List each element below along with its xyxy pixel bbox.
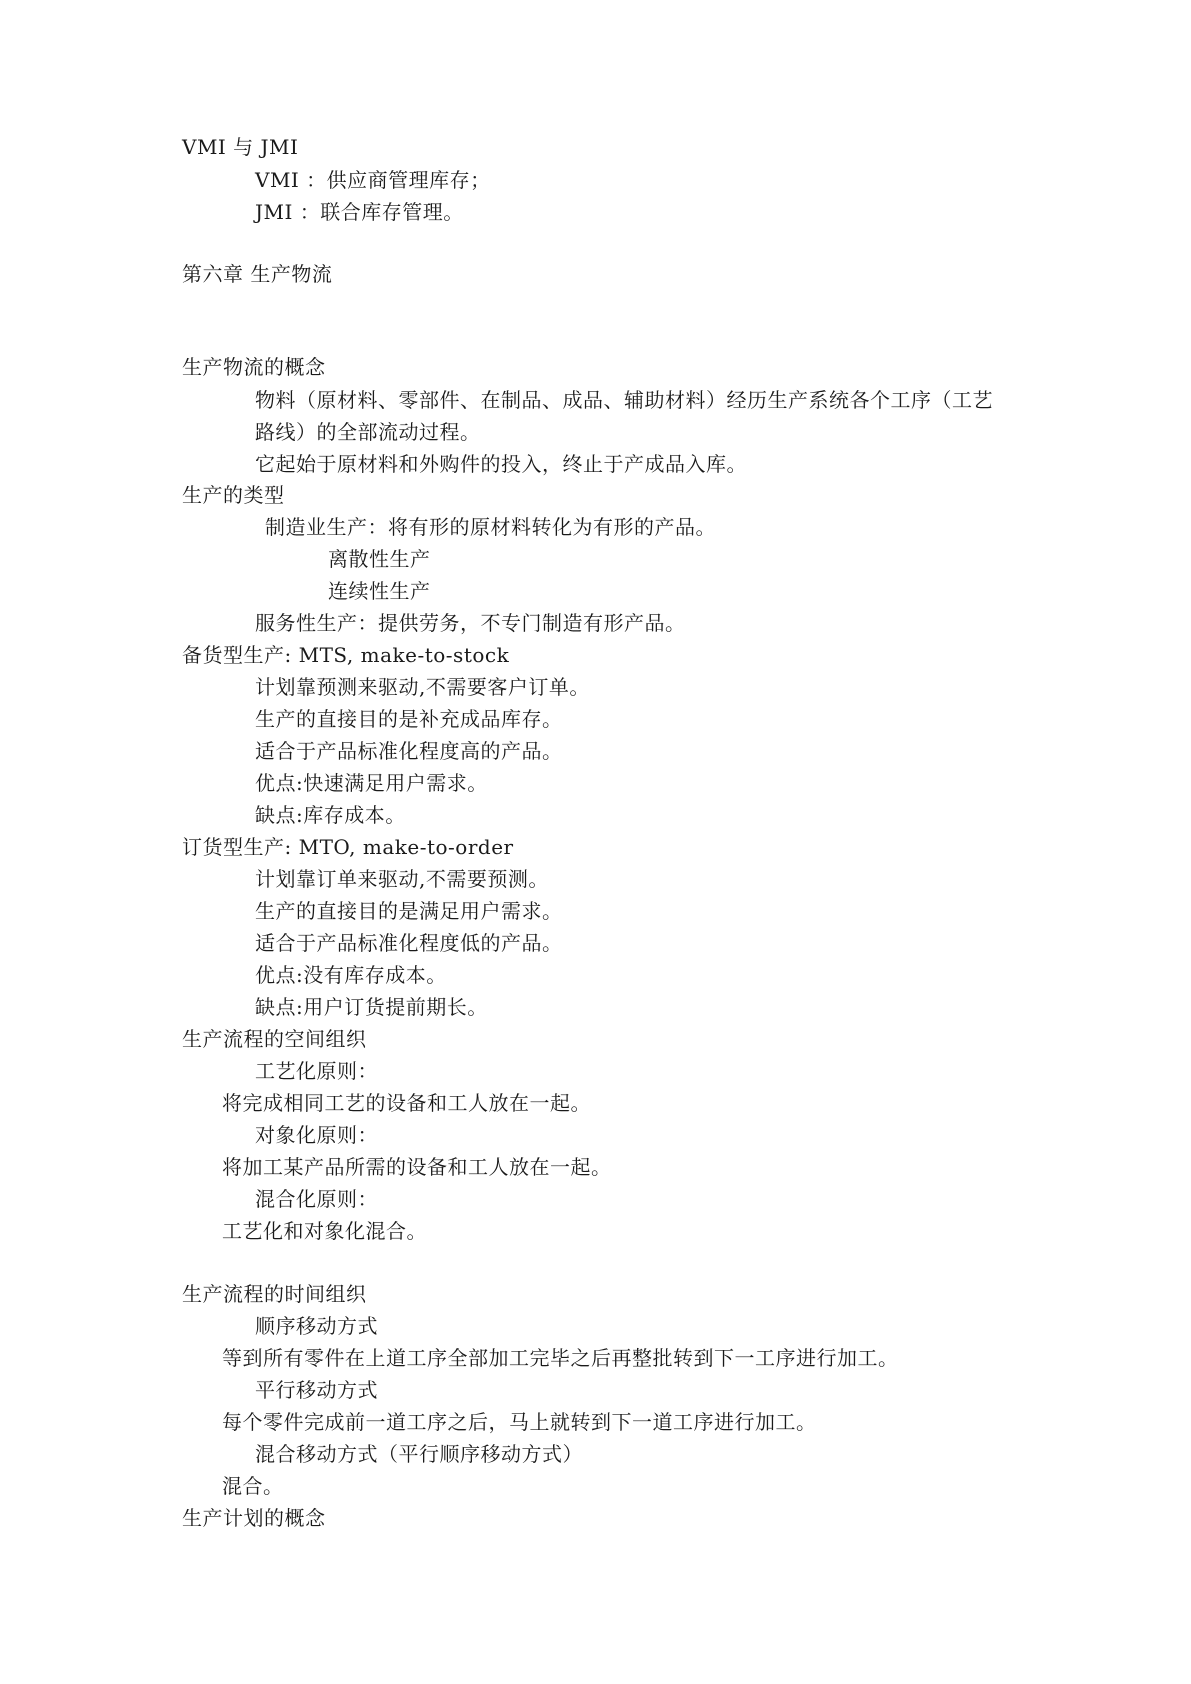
mto-item: 生产的直接目的是满足用户需求。 bbox=[255, 899, 563, 923]
chapter-title: 第六章 生产物流 bbox=[182, 262, 333, 286]
temporal-method-desc: 混合。 bbox=[222, 1474, 284, 1498]
temporal-method-title: 混合移动方式（平行顺序移动方式） bbox=[255, 1442, 583, 1466]
concept-heading: 生产物流的概念 bbox=[182, 355, 326, 379]
concept-paragraph2: 它起始于原材料和外购件的投入，终止于产成品入库。 bbox=[255, 452, 747, 476]
types-heading: 生产的类型 bbox=[182, 483, 285, 507]
mto-item: 缺点:用户订货提前期长。 bbox=[255, 995, 488, 1019]
vmi-definition: VMI ：供应商管理库存； bbox=[255, 168, 491, 192]
spatial-principle-desc: 将加工某产品所需的设备和工人放在一起。 bbox=[222, 1155, 612, 1179]
temporal-heading: 生产流程的时间组织 bbox=[182, 1282, 367, 1306]
mts-item: 优点:快速满足用户需求。 bbox=[255, 771, 488, 795]
temporal-method-desc: 每个零件完成前一道工序之后，马上就转到下一道工序进行加工。 bbox=[222, 1410, 817, 1434]
vmi-jmi-heading: VMI 与 JMI bbox=[182, 135, 299, 159]
spatial-heading: 生产流程的空间组织 bbox=[182, 1027, 367, 1051]
types-service: 服务性生产：提供劳务，不专门制造有形产品。 bbox=[255, 611, 686, 635]
spatial-principle-title: 混合化原则： bbox=[255, 1187, 378, 1211]
types-continuous: 连续性生产 bbox=[328, 579, 431, 603]
mts-item: 适合于产品标准化程度高的产品。 bbox=[255, 739, 563, 763]
concept-paragraph-line1: 物料（原材料、零部件、在制品、成品、辅助材料）经历生产系统各个工序（工艺 bbox=[255, 388, 993, 412]
temporal-method-desc: 等到所有零件在上道工序全部加工完毕之后再整批转到下一工序进行加工。 bbox=[222, 1346, 899, 1370]
mto-item: 计划靠订单来驱动,不需要预测。 bbox=[255, 867, 549, 891]
mto-item: 优点:没有库存成本。 bbox=[255, 963, 447, 987]
spatial-principle-title: 工艺化原则： bbox=[255, 1059, 378, 1083]
mto-heading: 订货型生产: MTO, make-to-order bbox=[182, 835, 514, 859]
spatial-principle-desc: 工艺化和对象化混合。 bbox=[222, 1219, 427, 1243]
mts-heading: 备货型生产: MTS, make-to-stock bbox=[182, 643, 510, 667]
temporal-method-title: 顺序移动方式 bbox=[255, 1314, 378, 1338]
plan-heading: 生产计划的概念 bbox=[182, 1506, 326, 1530]
concept-paragraph-line2: 路线）的全部流动过程。 bbox=[255, 420, 481, 444]
spatial-principle-title: 对象化原则： bbox=[255, 1123, 378, 1147]
types-discrete: 离散性生产 bbox=[328, 547, 431, 571]
spatial-principle-desc: 将完成相同工艺的设备和工人放在一起。 bbox=[222, 1091, 591, 1115]
temporal-method-title: 平行移动方式 bbox=[255, 1378, 378, 1402]
types-manufacturing: 制造业生产：将有形的原材料转化为有形的产品。 bbox=[265, 515, 716, 539]
mts-item: 缺点:库存成本。 bbox=[255, 803, 406, 827]
mts-item: 计划靠预测来驱动,不需要客户订单。 bbox=[255, 675, 590, 699]
jmi-definition: JMI ：联合库存管理。 bbox=[255, 200, 464, 224]
mto-item: 适合于产品标准化程度低的产品。 bbox=[255, 931, 563, 955]
mts-item: 生产的直接目的是补充成品库存。 bbox=[255, 707, 563, 731]
